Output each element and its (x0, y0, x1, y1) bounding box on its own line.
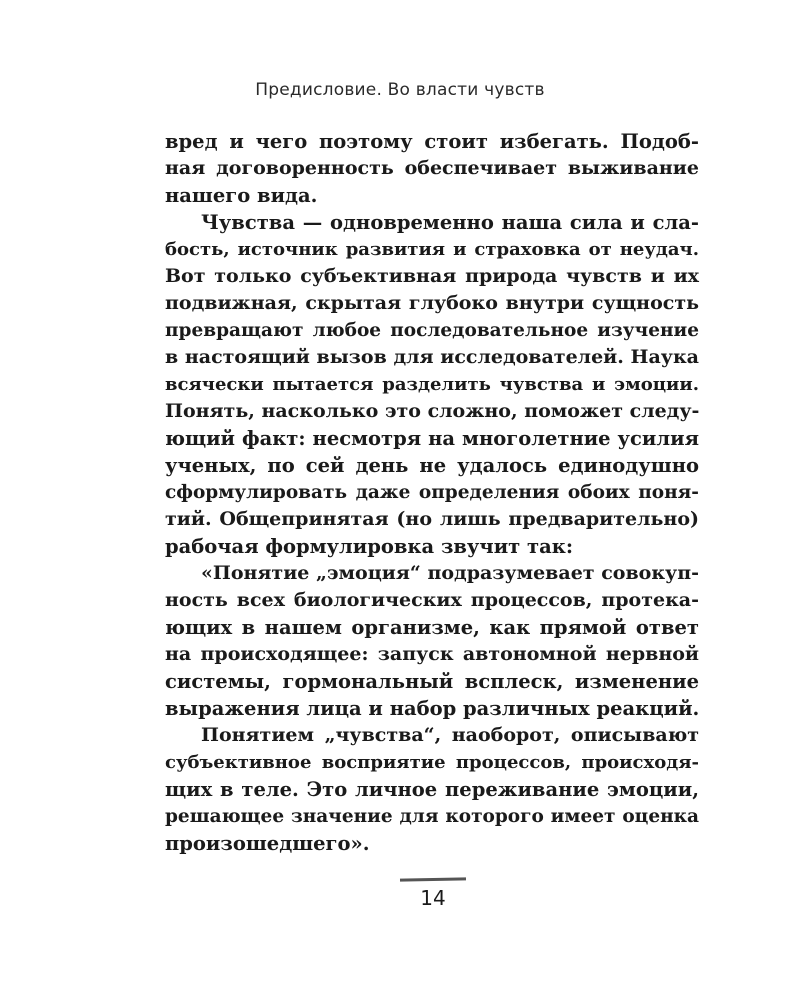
text-line: «Понятие „эмоция“ подразумевает совокуп- (201, 562, 699, 584)
text-line: ученых, по сей день не удалось единодушно (165, 454, 699, 477)
page-number: 14 (420, 886, 446, 910)
paragraph (165, 209, 699, 560)
text-line: ность всех биологических процессов, протека- (165, 589, 699, 611)
text-line: подвижная, скрытая глубоко внутри сущность (165, 292, 699, 314)
text-line: ющий факт: несмотря на многолетние усилия (165, 427, 699, 450)
text-line: рабочая формулировка звучит так: (165, 535, 574, 558)
paragraph (165, 128, 699, 209)
paragraph (165, 560, 699, 722)
footer-rule (400, 877, 466, 881)
text-line: нашего вида. (165, 184, 318, 207)
text-line: Чувства — одновременно наша сила и сла- (201, 211, 699, 234)
body-text (165, 128, 699, 857)
text-line: бость, источник развития и страховка от неудач. (165, 239, 699, 260)
text-line: всячески пытается разделить чувства и эмоции. (165, 374, 699, 395)
text-line: произошедшего». (165, 832, 370, 855)
text-line: превращают любое последовательное изучение (165, 320, 699, 341)
text-line: ющих в нашем организме, как прямой ответ (165, 616, 699, 639)
text-line: тий. Общепринятая (но лишь предварительно) (165, 508, 699, 530)
text-line: вред и чего поэтому стоит избегать. Подоб- (165, 130, 699, 153)
running-header: Предисловие. Во власти чувств (255, 80, 545, 100)
text-line: Понять, насколько это сложно, поможет следу- (165, 400, 700, 422)
paragraph (165, 722, 699, 857)
text-line: выражения лица и набор различных реакций. (165, 697, 700, 720)
text-line: решающее значение для которого имеет оценка (165, 806, 699, 827)
text-line: системы, гормональный всплеск, изменение (165, 670, 699, 693)
text-line: сформулировать даже определения обоих поня- (165, 482, 699, 503)
text-line: ная договоренность обеспечивает выживание (165, 157, 699, 179)
text-line: Понятием „чувства“, наоборот, описывают (201, 724, 699, 746)
text-line: на происходящее: запуск автономной нервной (165, 643, 699, 665)
text-line: щих в теле. Это личное переживание эмоции, (165, 778, 699, 801)
text-line: в настоящий вызов для исследователей. Наука (165, 346, 699, 368)
text-line: субъективное восприятие процессов, происходя- (165, 752, 699, 773)
text-line: Вот только субъективная природа чувств и их (165, 265, 699, 287)
